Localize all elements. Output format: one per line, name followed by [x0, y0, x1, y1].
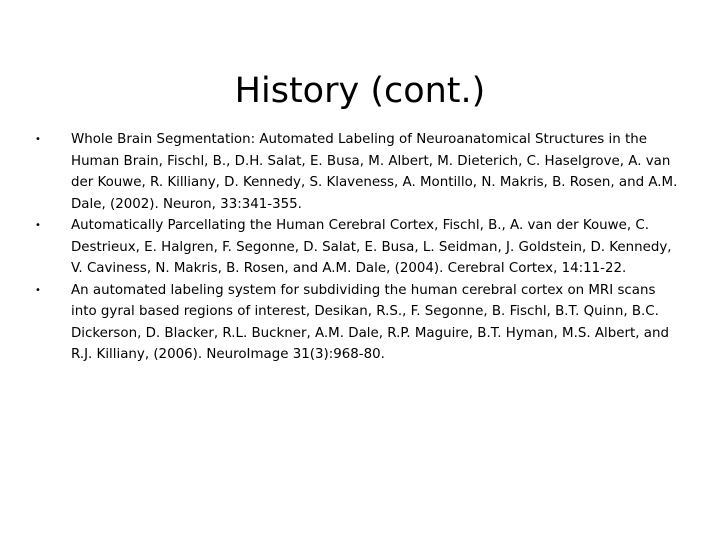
bullet-point-icon: •: [35, 284, 41, 296]
bullet-list: [35, 129, 685, 366]
slide-title: History (cont.): [234, 71, 486, 112]
bullet-item-3: [35, 280, 685, 366]
bullet-text: Automatically Parcellating the Human Cerebral Cortex, Fischl, B., A. van der Kouwe, C. Destrieux, E. Halgren, F. Segonne, D. Salat, E. Busa, L. Seidman, J. Goldstein, D. Kennedy, V. Caviness, N. Makris, B. Rosen, and A.M. Dale, (2004). Cerebral Cortex, 14:11-22.: [71, 218, 672, 276]
bullet-item-1: [35, 129, 685, 215]
bullet-point-icon: •: [35, 220, 41, 231]
bullet-text: Whole Brain Segmentation: Automated Labeling of Neuroanatomical Structures in the Human Brain, Fischl, B., D.H. Salat, E. Busa, M. Albert, M. Dieterich, C. Haselgrove, A. van der Kouwe, R. Killiany, D. Kennedy, S. Klaveness, A. Montillo, N. Makris, B. Rosen, and A.M. Dale, (2002). Neuron, 33:341-355.: [71, 132, 678, 212]
bullet-text: An automated labeling system for subdividing the human cerebral cortex on MRI scans into gyral based regions of interest, Desikan, R.S., F. Segonne, B. Fischl, B.T. Quinn, B.C. Dickerson, D. Blacker, R.L. Buckner, A.M. Dale, R.P. Maguire, B.T. Hyman, M.S. Albert, and R.J. Killiany, (2006). NeuroImage 31(3):968-80.: [71, 282, 669, 362]
bullet-item-2: [35, 215, 685, 280]
bullet-point-icon: •: [35, 134, 41, 145]
